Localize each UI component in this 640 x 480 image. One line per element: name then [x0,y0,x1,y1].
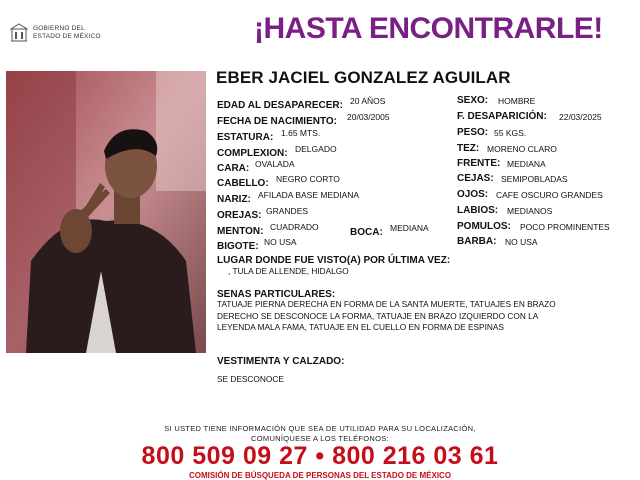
commission-name: COMISIÓN DE BÚSQUEDA DE PERSONAS DEL ESTADO DE MÉXICO [188,471,452,480]
field-label: CABELLO: [217,178,269,189]
field-lips-label: LABIOS: [457,205,499,216]
headline: ¡HASTA ENCONTRARLE! [254,12,603,45]
person-name: EBER JACIEL GONZALEZ AGUILAR [216,68,511,87]
field-value: CUADRADO [270,222,319,232]
field-forehead-label: FRENTE: [457,158,501,169]
field-complexion-value: MORENO CLARO [487,144,557,154]
field-value: NO USA [264,237,297,247]
field-label: EDAD AL DESAPARECER: [217,100,343,111]
marks-line: LEYENDA MALA FAMA, TATUAJE EN EL CUELLO EN FORMA DE ESPINAS [217,322,504,332]
government-line-2: ESTADO DE MÉXICO [33,33,101,40]
field-complexion-label: TEZ: [457,143,480,154]
field-disappearance-label: F. DESAPARICIÓN: [457,111,547,122]
field-cheekbones-label: POMULOS: [457,221,511,232]
field-eyebrows-label: CEJAS: [457,173,494,184]
field-label: BIGOTE: [217,241,259,252]
field-weight-value: 55 KGS. [494,128,527,138]
field-eyes-value: CAFE OSCURO GRANDES [496,190,603,200]
field-value: OVALADA [255,159,295,169]
field-weight-label: PESO: [457,127,489,138]
field-mustache [217,236,259,254]
field-value: NEGRO CORTO [276,174,340,184]
field-value: GRANDES [266,206,309,216]
field-sex-label: SEXO: [457,95,489,106]
phone-numbers: 800 509 09 27 • 800 216 03 61 [141,442,499,470]
government-line-1: GOBIERNO DEL [33,25,85,32]
state-seal-icon [10,23,28,43]
field-value: AFILADA BASE MEDIANA [258,190,360,200]
field-value: 20 AÑOS [350,96,386,106]
field-disappearance-value: 22/03/2025 [559,112,602,122]
field-beard-value: NO USA [505,237,538,247]
contact-note [0,424,640,443]
field-cheekbones-value: POCO PROMINENTES [520,222,610,232]
field-label: ESTATURA: [217,132,274,143]
contact-note-line-2: COMUNÍQUESE A LOS TELÉFONOS: [251,433,389,443]
marks-text [217,299,556,334]
marks-line: TATUAJE PIERNA DERECHA EN FORMA DE LA SANTA MUERTE, TATUAJES EN BRAZO [217,299,556,309]
clothing-label: VESTIMENTA Y CALZADO: [217,356,345,367]
field-forehead-value: MEDIANA [507,159,546,169]
field-label: FECHA DE NACIMIENTO: [217,116,337,127]
government-name [33,25,101,41]
field-eyes-label: OJOS: [457,189,489,200]
marks-label: SENAS PARTICULARES: [217,289,336,300]
field-lips-value: MEDIANOS [507,206,553,216]
field-value: MEDIANA [390,223,429,233]
field-label: BOCA: [350,227,383,238]
field-eyebrows-value: SEMIPOBLADAS [501,174,568,184]
field-value: 1.65 MTS. [281,128,321,138]
marks-line: DERECHO SE DESCONOCE LA FORMA, TATUAJE EN BRAZO IZQUIERDO CON LA [217,310,539,321]
field-value: DELGADO [295,144,337,154]
person-photo [6,71,206,353]
field-sex-value: HOMBRE [498,96,536,106]
field-value: 20/03/2005 [347,112,390,122]
clothing-value: SE DESCONOCE [217,374,284,384]
contact-note-line-1: SI USTED TIENE INFORMACIÓN QUE SEA DE UTILIDAD PARA SU LOCALIZACIÓN, [164,424,476,433]
last-seen-label: LUGAR DONDE FUE VISTO(A) POR ÚLTIMA VEZ: [217,255,451,266]
field-beard-label: BARBA: [457,236,497,247]
field-mouth [350,222,383,240]
field-label: COMPLEXION: [217,148,288,159]
government-logo [10,22,110,44]
field-label: CARA: [217,163,250,174]
field-label: NARIZ: [217,194,251,205]
field-label: MENTON: [217,226,264,237]
field-label: OREJAS: [217,210,262,221]
last-seen-value: , TULA DE ALLENDE, HIDALGO [228,266,349,276]
